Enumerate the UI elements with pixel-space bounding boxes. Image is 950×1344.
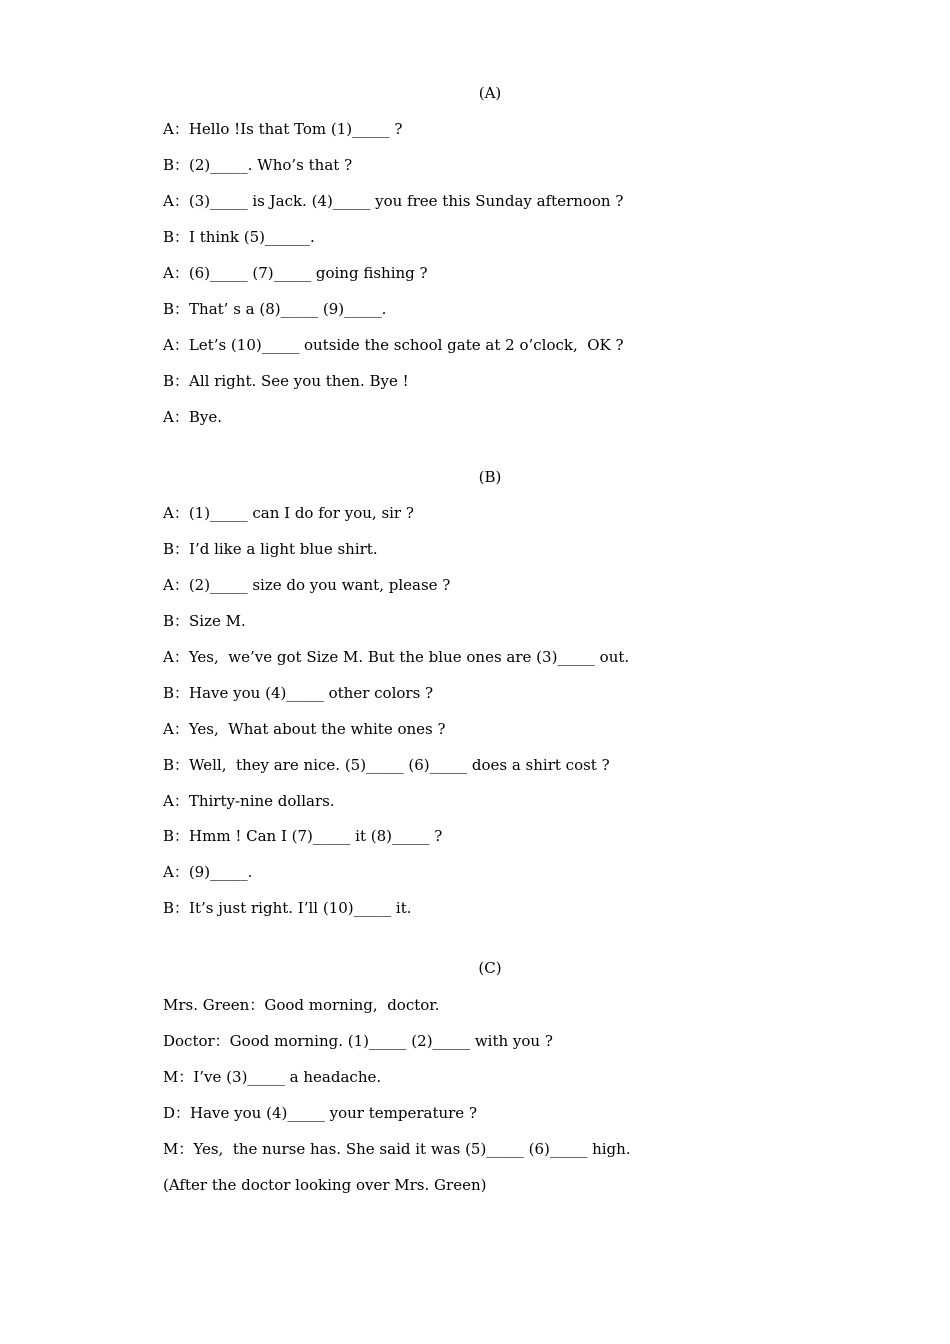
dialogue-line: B：(2)_____. Who’s that ?: [163, 156, 353, 174]
section-a-heading: (A): [478, 84, 502, 102]
dialogue-line: A：(3)_____ is Jack. (4)_____ you free this Sunday afternoon ?: [163, 192, 624, 210]
dialogue-line: A：Yes, we’ve got Size M. But the blue ones are (3)_____ out.: [163, 648, 630, 666]
section-b-heading: (B): [478, 468, 502, 486]
dialogue-line: A：(6)_____ (7)_____ going fishing ?: [163, 264, 428, 282]
dialogue-line: Doctor：Good morning. (1)_____ (2)_____ with you ?: [163, 1032, 553, 1050]
dialogue-line: Mrs. Green：Good morning, doctor.: [163, 996, 440, 1014]
dialogue-line: D：Have you (4)_____ your temperature ?: [163, 1104, 477, 1122]
dialogue-line: A：(1)_____ can I do for you, sir ?: [163, 504, 414, 522]
dialogue-line: B：Well, they are nice. (5)_____ (6)_____ does a shirt cost ?: [163, 756, 610, 774]
dialogue-line: (After the doctor looking over Mrs. Green): [163, 1176, 487, 1194]
dialogue-line: A：(2)_____ size do you want, please ?: [163, 576, 451, 594]
section-c-heading: (C): [478, 959, 502, 977]
dialogue-line: B：All right. See you then. Bye !: [163, 372, 409, 390]
dialogue-line: A：Thirty-nine dollars.: [163, 792, 335, 810]
dialogue-line: M：I’ve (3)_____ a headache.: [163, 1068, 382, 1086]
dialogue-line: B：Have you (4)_____ other colors ?: [163, 684, 434, 702]
dialogue-line: A：Hello !Is that Tom (1)_____ ?: [163, 120, 403, 138]
dialogue-line: B：That’ s a (8)_____ (9)_____.: [163, 300, 387, 318]
dialogue-line: B：It’s just right. I’ll (10)_____ it.: [163, 899, 412, 917]
dialogue-line: B：Hmm ! Can I (7)_____ it (8)_____ ?: [163, 827, 443, 845]
dialogue-line: A：Yes, What about the white ones ?: [163, 720, 446, 738]
dialogue-line: B：I think (5)______.: [163, 228, 315, 246]
dialogue-line: M：Yes, the nurse has. She said it was (5)_____ (6)_____ high.: [163, 1140, 631, 1158]
dialogue-line: B：Size M.: [163, 612, 246, 630]
dialogue-line: A：(9)_____.: [163, 863, 253, 881]
dialogue-line: A：Bye.: [163, 408, 222, 426]
dialogue-line: A：Let’s (10)_____ outside the school gate at 2 o’clock, OK ?: [163, 336, 624, 354]
dialogue-line: B：I’d like a light blue shirt.: [163, 540, 378, 558]
